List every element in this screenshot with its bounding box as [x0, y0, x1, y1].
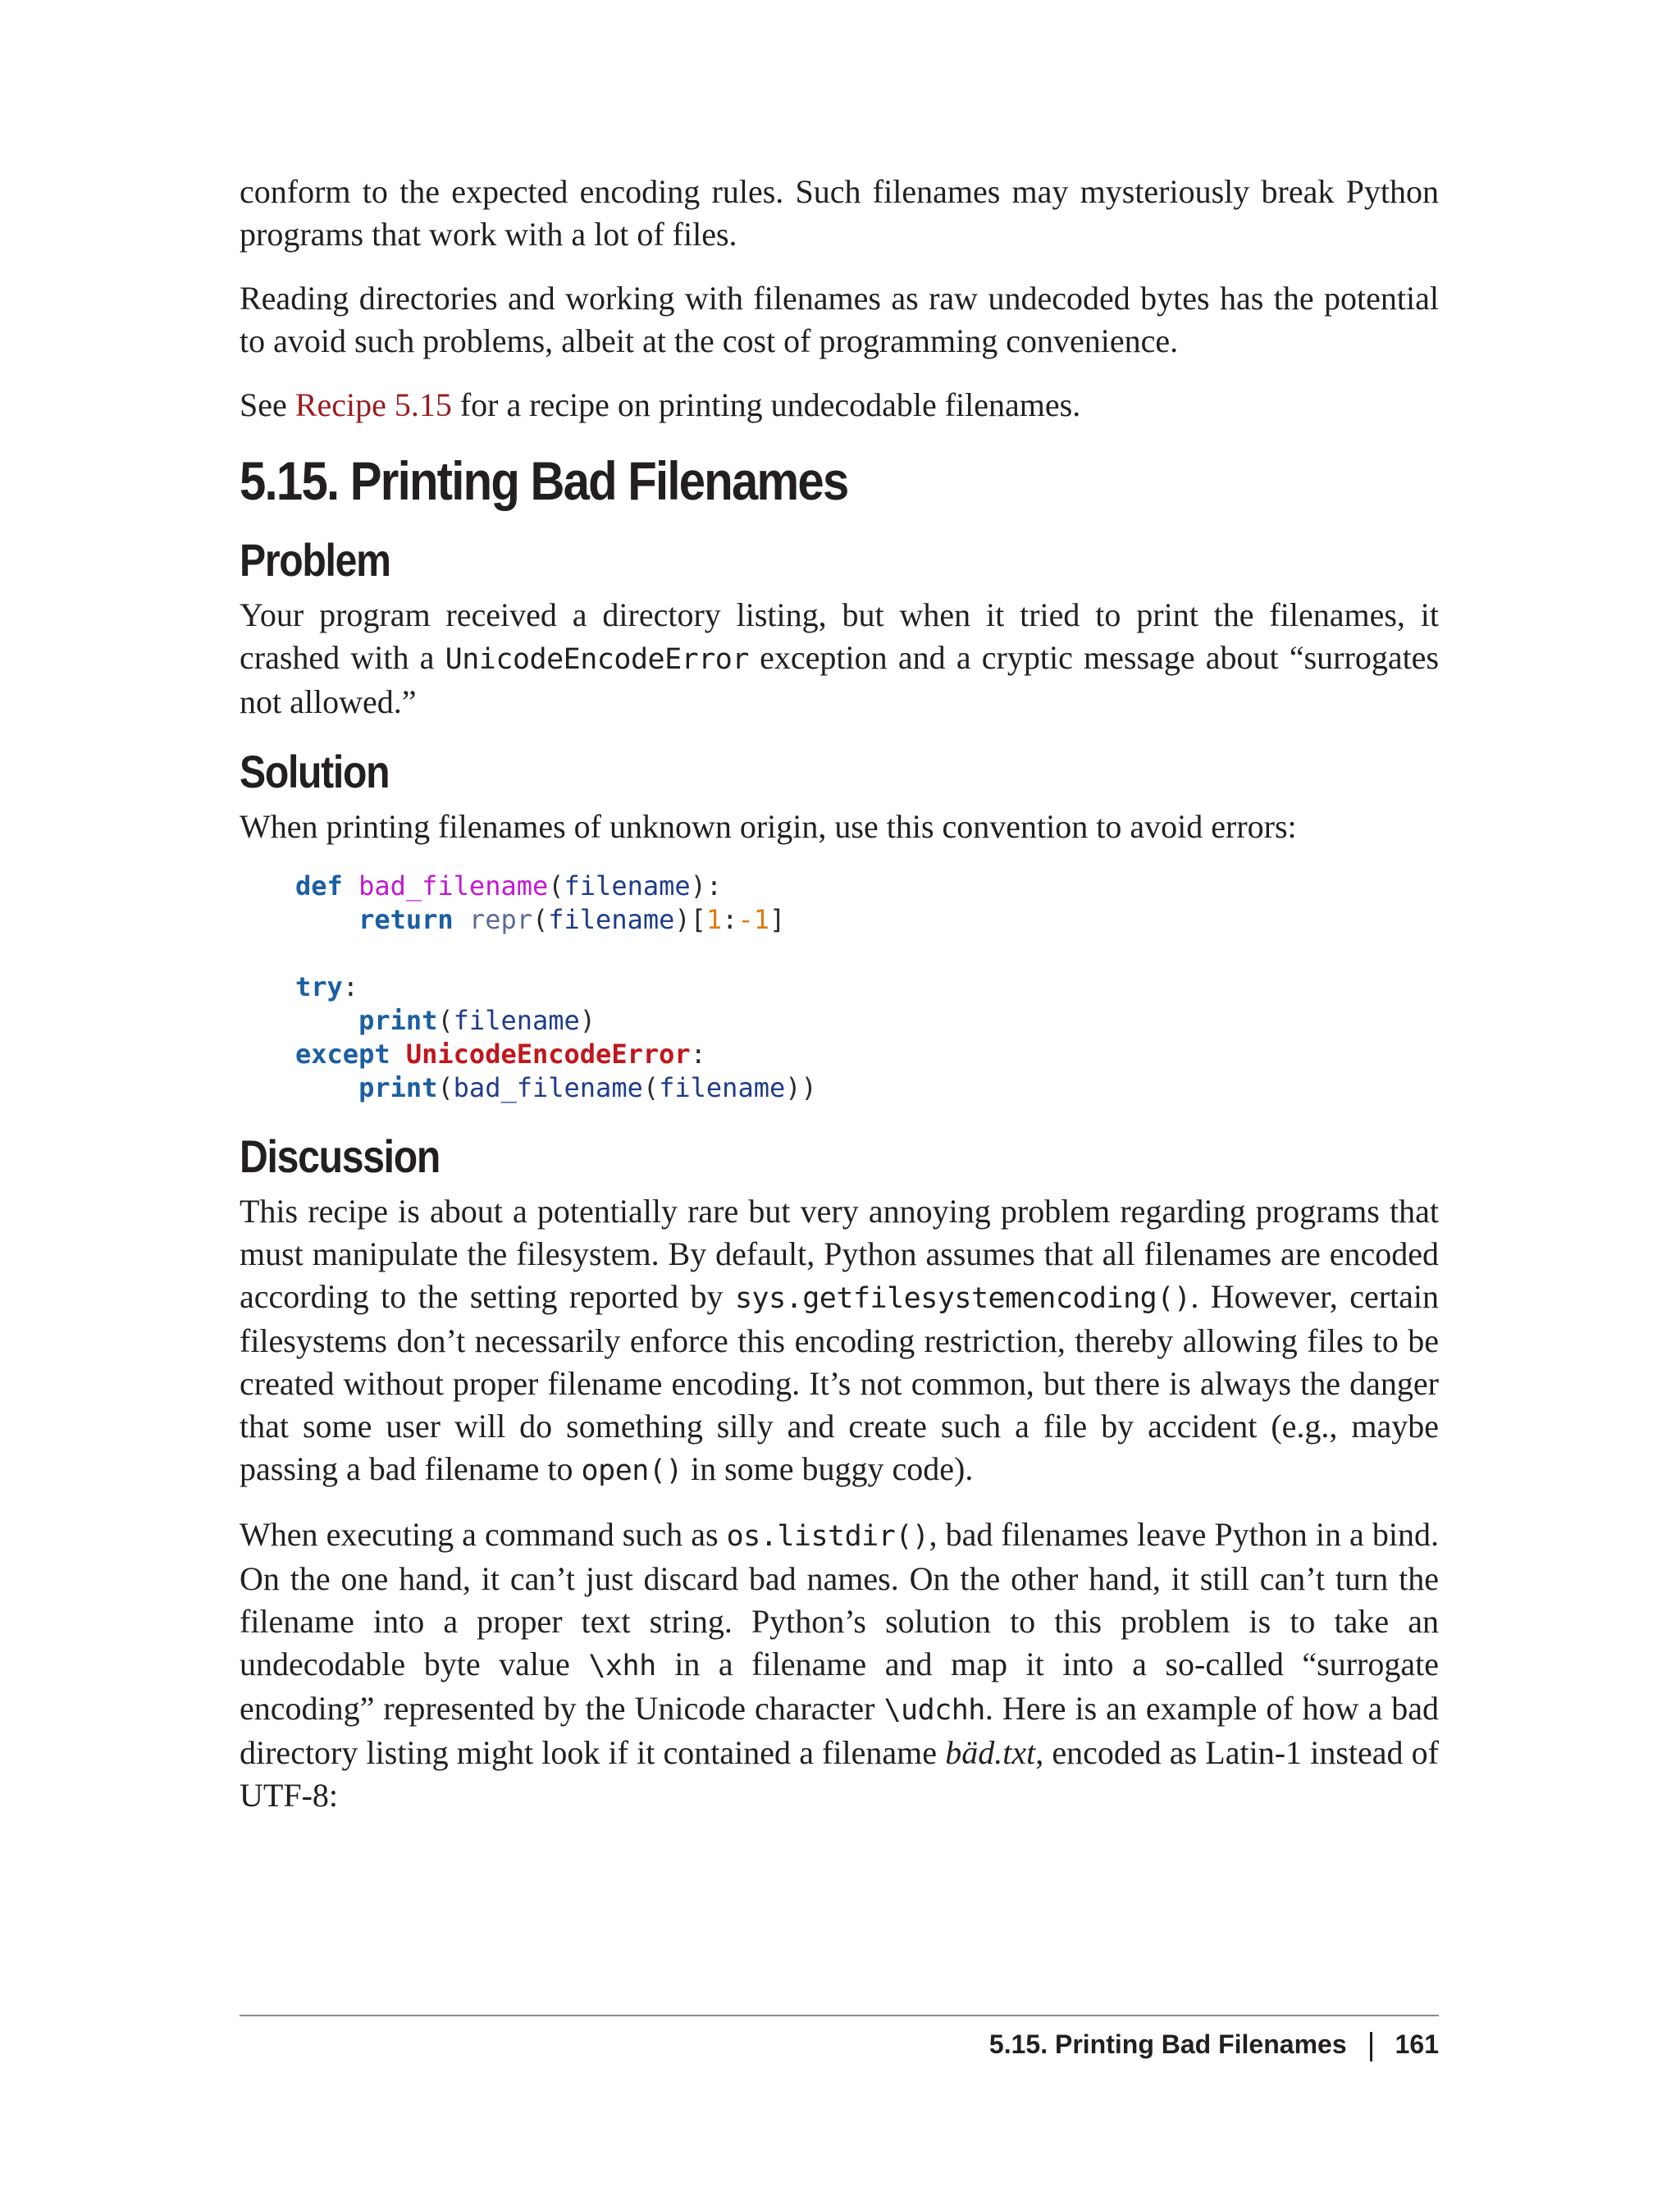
discussion-paragraph-2 [240, 1513, 1439, 1817]
code-block: def bad_filename(filename): return repr(filename)[1:-1] try: print(filename) except UnicodeEncodeError: print(bad_filename(filename)) [295, 870, 817, 1103]
inline-code: open() [581, 1454, 682, 1487]
problem-paragraph [240, 594, 1439, 724]
text: in a filename and map it into a so-called “surrogate encoding” represented by the Unicode character [240, 1646, 1439, 1727]
code-token: try [295, 971, 343, 1002]
text: . Here is an example of how a bad directory listing might look if it contained a filename [240, 1690, 1439, 1771]
footer-title: 5.15. Printing Bad Filenames [988, 2029, 1347, 2059]
inline-code: \udchh [883, 1694, 985, 1727]
intro-p3-text-b: for a recipe on printing undecodable filenames. [451, 386, 1081, 423]
page-content [240, 171, 1439, 1838]
page-number: 161 [1395, 2029, 1439, 2059]
inline-code: os.listdir() [726, 1520, 929, 1553]
code-token: except [295, 1039, 390, 1070]
text: in some buggy code). [682, 1450, 974, 1487]
code-token: bad_filename [453, 1072, 643, 1103]
footer-rule [240, 2015, 1439, 2016]
code-token: repr [468, 904, 532, 935]
code-token: filename [453, 1005, 580, 1036]
inline-code: sys.getfilesystemencoding() [734, 1282, 1191, 1315]
intro-paragraph-3 [240, 384, 1439, 427]
problem-text-a: Your program received a directory listing, but when it tried to print the filenames, it crashed with a [240, 596, 1439, 676]
text: This recipe is about a potentially rare but very annoying problem regarding programs that must manipulate the filesystem. By default, Python assumes that all filenames are encoded according to the setting reported by [240, 1193, 1439, 1315]
code-token: filename [659, 1072, 786, 1103]
code-token: bad_filename [358, 870, 549, 902]
text: , encoded as Latin-1 instead of UTF-8: [240, 1734, 1439, 1814]
code-token: return [358, 904, 454, 935]
solution-paragraph: When printing filenames of unknown origin, use this convention to avoid errors: [240, 808, 1297, 845]
solution-heading: Solution [240, 746, 390, 797]
text: When executing a command such as [240, 1516, 727, 1553]
code-token: UnicodeEncodeError [405, 1039, 691, 1070]
intro-paragraph-2: Reading directories and working with filenames as raw undecoded bytes has the potential to avoid such problems, albeit at the cost of programming convenience. [240, 280, 1439, 359]
code-token: -1 [737, 904, 769, 935]
recipe-link[interactable]: Recipe 5.15 [294, 386, 452, 423]
inline-code: \xhh [588, 1650, 656, 1682]
code-token: filename [548, 904, 675, 935]
filename-emphasis: bäd.txt [945, 1734, 1036, 1771]
page-footer [240, 2026, 1439, 2062]
text: . However, certain filesystems don’t necessarily enforce this encoding restriction, thereby allowing files to be created without proper filename encoding. It’s not common, but there is always the danger that some user will do something silly and create such a file by accident (e.g., maybe passing a bad filename to [240, 1278, 1439, 1487]
code-token: filename [564, 870, 691, 902]
problem-text-b: exception and a cryptic message about “surrogates not allowed.” [240, 639, 1440, 720]
problem-heading: Problem [240, 534, 390, 586]
section-title: 5.15. Printing Bad Filenames [240, 450, 848, 511]
footer-separator [1370, 2032, 1372, 2061]
code-token: 1 [705, 904, 723, 935]
intro-paragraph-1: conform to the expected encoding rules. Such filenames may mysteriously break Python programs that work with a lot of files. [240, 173, 1439, 253]
text: , bad filenames leave Python in a bind. On the one hand, it can’t just discard bad names. On the other hand, it still can’t turn the filename into a proper text string. Python’s solution to this problem is to take an undecodable byte value [240, 1516, 1439, 1682]
intro-p3-text-a: See [240, 386, 295, 423]
code-token: print [358, 1005, 438, 1036]
discussion-heading: Discussion [240, 1130, 441, 1182]
code-token: def [295, 870, 343, 902]
discussion-paragraph-1 [240, 1190, 1439, 1492]
problem-code: UnicodeEncodeError [445, 643, 749, 676]
code-token: print [358, 1072, 438, 1103]
